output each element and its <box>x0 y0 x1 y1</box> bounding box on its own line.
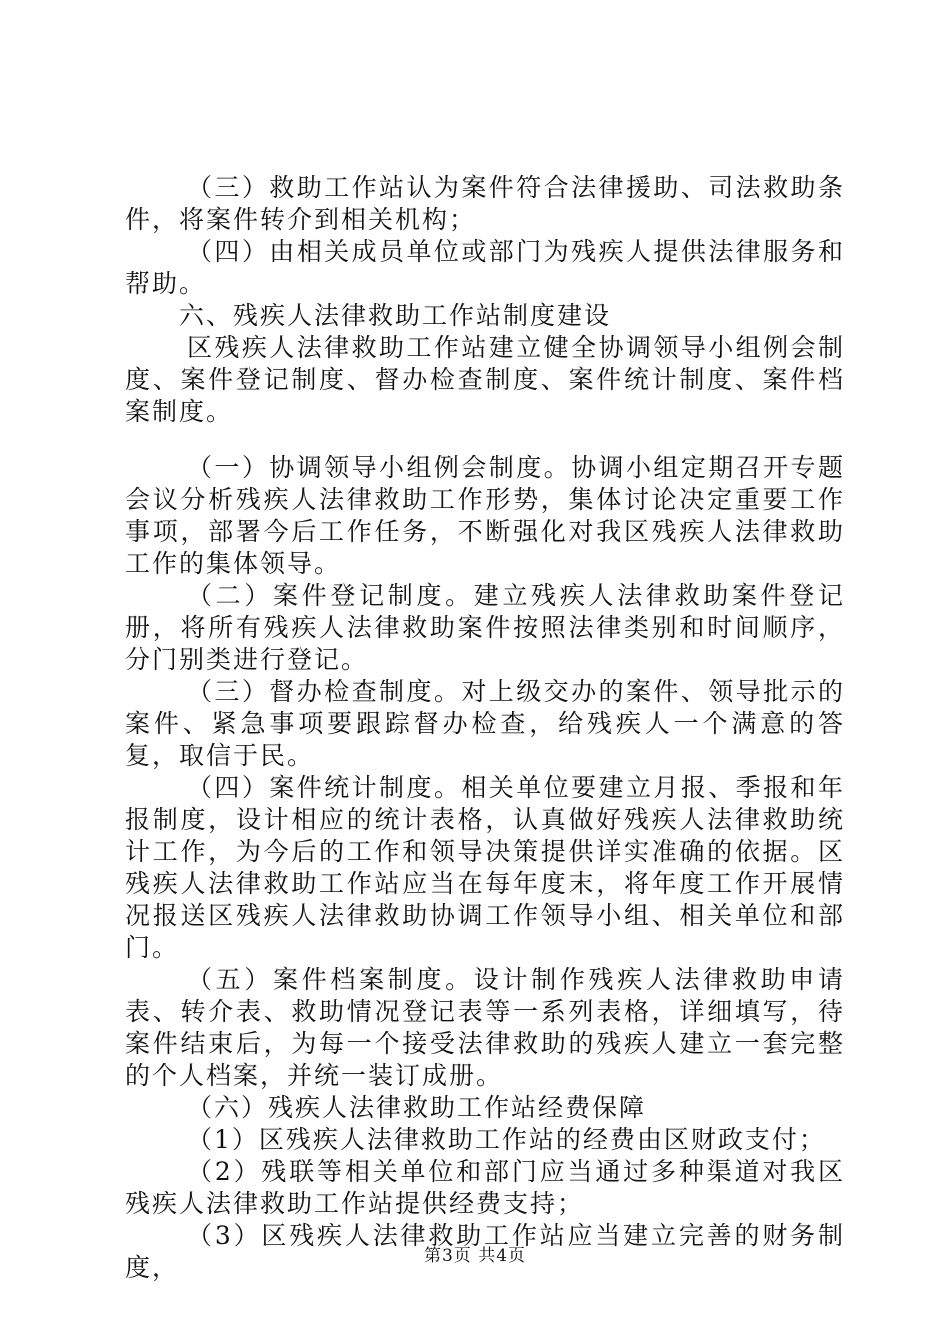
section-heading: 六、残疾人法律救助工作站制度建设 <box>179 301 612 330</box>
page-footer <box>0 1244 950 1268</box>
paragraph-8: （五）案件档案制度。设计制作残疾人法律救助申请表、转介表、救助情况登记表等一系列表格，详细填写，待案件结束后，为每一个接受法律救助的残疾人建立一套完整的个人档案，并统一装订成册。 <box>125 965 845 1090</box>
paragraph-7: （四）案件统计制度。相关单位要建立月报、季报和年报制度，设计相应的统计表格，认真做好残疾人法律救助统计工作，为今后的工作和领导决策提供详实准确的依据。区残疾人法律救助工作站应当在每年度末，将年度工作开展情况报送区残疾人法律救助协调工作领导小组、相关单位和部门。 <box>125 773 845 962</box>
paragraph-11: （2）残联等相关单位和部门应当通过多种渠道对我区残疾人法律救助工作站提供经费支持； <box>125 1157 845 1218</box>
document-body <box>125 172 845 1284</box>
paragraph-3: 区残疾人法律救助工作站建立健全协调领导小组例会制度、案件登记制度、督办检查制度、案件统计制度、案件档案制度。 <box>125 333 845 426</box>
paragraph-12: （3）区残疾人法律救助工作站应当建立完善的财务制度， <box>125 1221 845 1282</box>
page-number: 第3页 共4页 <box>423 1246 527 1266</box>
paragraph-6: （三）督办检查制度。对上级交办的案件、领导批示的案件、紧急事项要跟踪督办检查，给残疾人一个满意的答复，取信于民。 <box>125 677 845 770</box>
paragraph-10: （1）区残疾人法律救助工作站的经费由区财政支付； <box>187 1125 826 1154</box>
paragraph-2: （四）由相关成员单位或部门为残疾人提供法律服务和帮助。 <box>125 237 845 298</box>
paragraph-4: （一）协调领导小组例会制度。协调小组定期召开专题会议分析残疾人法律救助工作形势，集体讨论决定重要工作事项，部署今后工作任务，不断强化对我区残疾人法律救助工作的集体领导。 <box>125 453 845 578</box>
paragraph-9: （六）残疾人法律救助工作站经费保障 <box>187 1093 647 1122</box>
paragraph-5: （二）案件登记制度。建立残疾人法律救助案件登记册，将所有残疾人法律救助案件按照法律类别和时间顺序，分门别类进行登记。 <box>125 581 845 674</box>
paragraph-1: （三）救助工作站认为案件符合法律援助、司法救助条件，将案件转介到相关机构； <box>125 173 845 234</box>
